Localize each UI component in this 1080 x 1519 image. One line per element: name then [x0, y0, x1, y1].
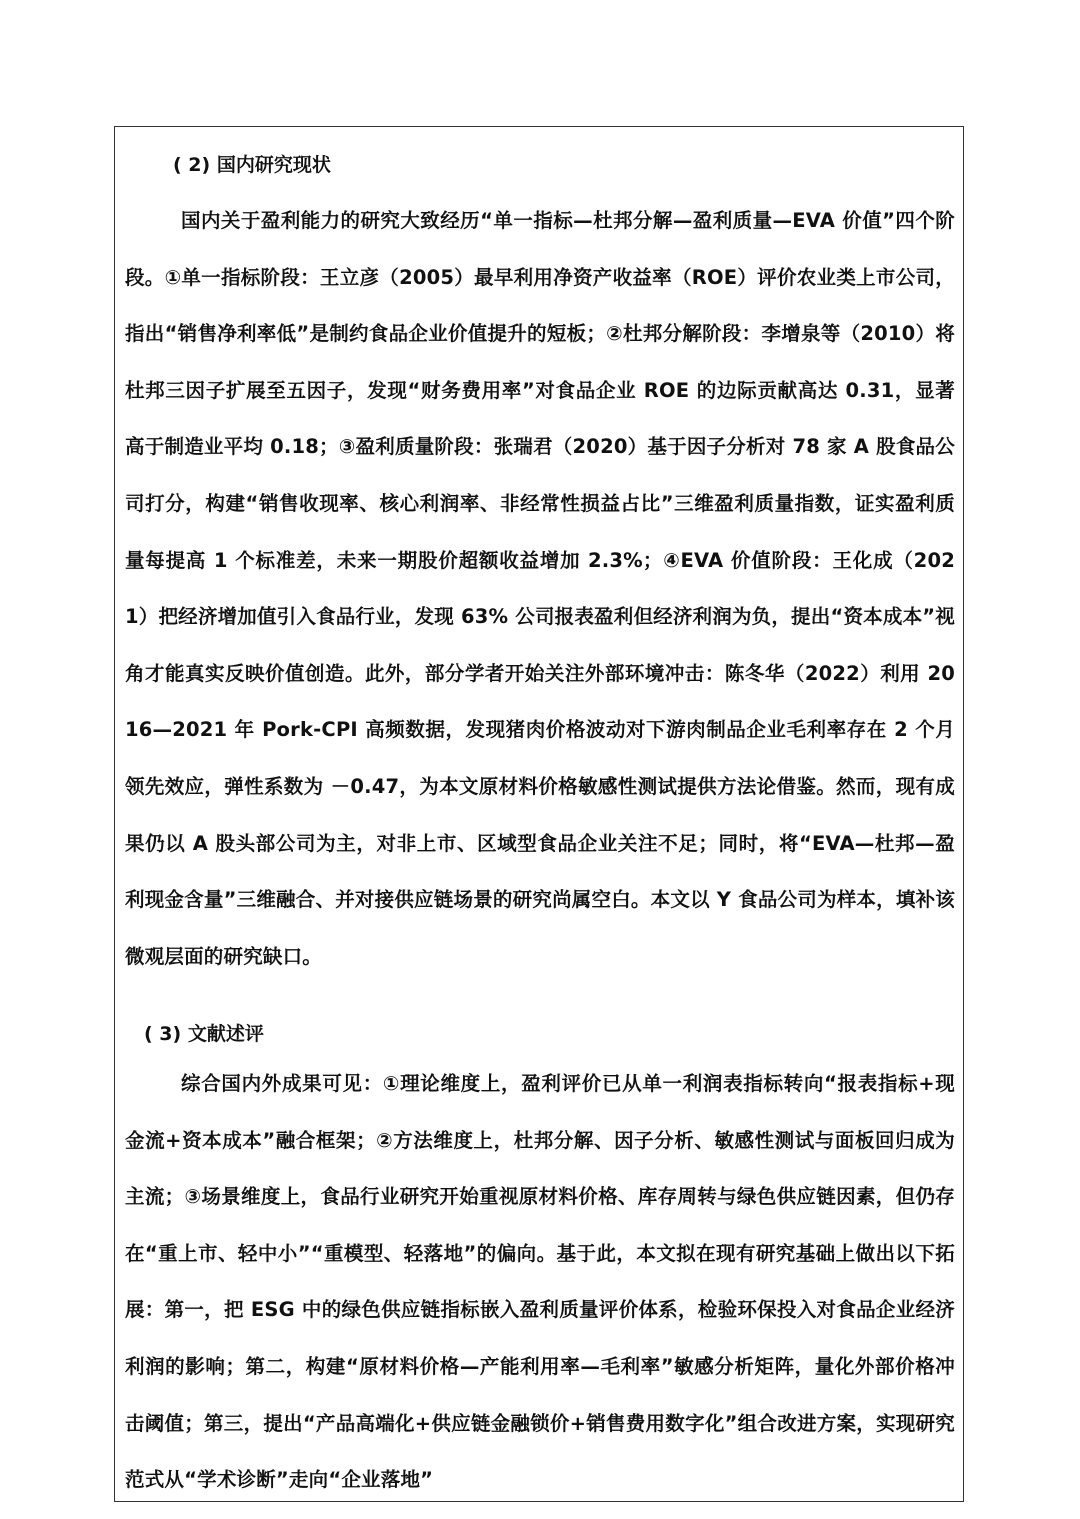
section-heading-domestic-research: ( 2) 国内研究现状 — [173, 154, 331, 176]
section-heading-literature-review: ( 3) 文献述评 — [144, 1023, 264, 1045]
paragraph-domestic-research: 国内关于盈利能力的研究大致经历“单一指标—杜邦分解—盈利质量—EVA 价值”四个阶段。①单一指标阶段：王立彦（2005）最早利用净资产收益率（ROE）评价农业类上市公司，指出“销售净利率低”是制约食品企业价值提升的短板；②杜邦分解阶段：李增泉等（2010）将杜邦三因子扩展至五因子，发现“财务费用率”对食品企业 ROE 的边际贡献高达 0.31，显著高于制造业平均 0.18；③盈利质量阶段：张瑞君（2020）基于因子分析对 78 家 A 股食品公司打分，构建“销售收现率、核心利润率、非经常性损益占比”三维盈利质量指数，证实盈利质量每提高 1 个标准差，未来一期股价超额收益增加 2.3%；④EVA 价值阶段：王化成（2021）把经济增加值引入食品行业，发现 63% 公司报表盈利但经济利润为负，提出“资本成本”视角才能真实反映价值创造。此外，部分学者开始关注外部环境冲击：陈冬华（2022）利用 2016—2021 年 Pork-CPI 高频数据，发现猪肉价格波动对下游肉制品企业毛利率存在 2 个月领先效应，弹性系数为 －0.47，为本文原材料价格敏感性测试提供方法论借鉴。然而，现有成果仍以 A 股头部公司为主，对非上市、区域型食品企业关注不足；同时，将“EVA—杜邦—盈利现金含量”三维融合、并对接供应链场景的研究尚属空白。本文以 Y 食品公司为样本，填补该微观层面的研究缺口。 — [125, 209, 955, 968]
paragraph-literature-review: 综合国内外成果可见：①理论维度上，盈利评价已从单一利润表指标转向“报表指标+现金流+资本成本”融合框架；②方法维度上，杜邦分解、因子分析、敏感性测试与面板回归成为主流；③场景维度上，食品行业研究开始重视原材料价格、库存周转与绿色供应链因素，但仍存在“重上市、轻中小”“重模型、轻落地”的偏向。基于此，本文拟在现有研究基础上做出以下拓展：第一，把 ESG 中的绿色供应链指标嵌入盈利质量评价体系，检验环保投入对食品企业经济利润的影响；第二，构建“原材料价格—产能利用率—毛利率”敏感分析矩阵，量化外部价格冲击阈值；第三，提出“产品高端化+供应链金融锁价+销售费用数字化”组合改进方案，实现研究范式从“学术诊断”走向“企业落地” — [125, 1072, 955, 1492]
